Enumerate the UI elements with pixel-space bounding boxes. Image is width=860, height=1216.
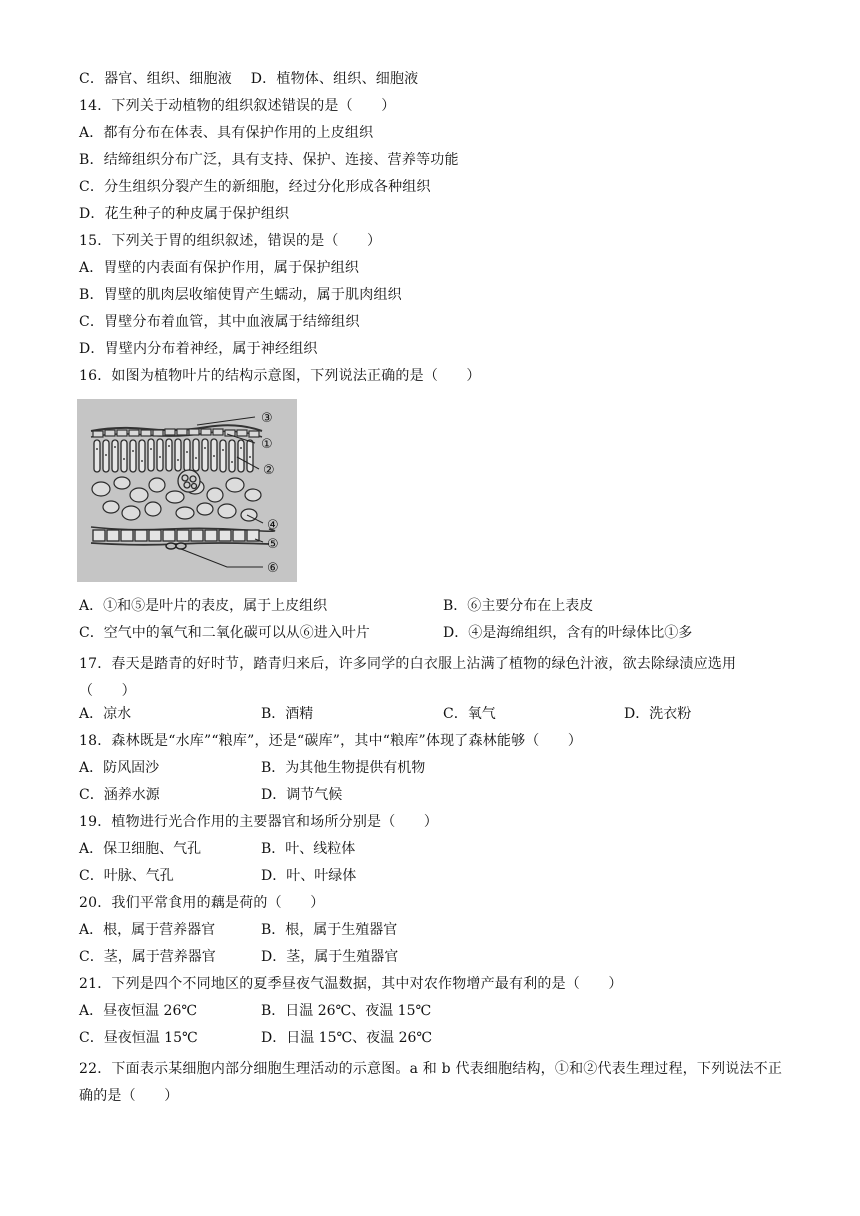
label-3: ③ [261, 411, 273, 426]
q21-option-a: A．昼夜恒温 26℃ [79, 1003, 198, 1019]
q18-option-c: C．涵养水源 [79, 787, 160, 803]
q17-option-b: B．酒精 [261, 706, 314, 722]
q16-option-d: D．④是海绵组织，含有的叶绿体比①多 [443, 625, 693, 641]
q15-stem: 15．下列关于胃的组织叙述，错误的是（ ） [79, 233, 382, 249]
q21-option-d: D．日温 15℃、夜温 26℃ [261, 1030, 433, 1046]
q19-option-d: D．叶、叶绿体 [261, 868, 357, 884]
q16-option-b: B．⑥主要分布在上表皮 [443, 598, 594, 614]
q17-stem: 17．春天是踏青的好时节，踏青归来后，许多同学的白衣服上沾满了植物的绿色汁液，欲去除绿渍应选用（ ） [79, 656, 737, 699]
q20-option-c: C．茎，属于营养器官 [79, 949, 216, 965]
q15-option-a: A．胃壁的内表面有保护作用，属于保护组织 [79, 260, 360, 276]
q19-stem: 19．植物进行光合作用的主要器官和场所分别是（ ） [79, 814, 439, 830]
q20-option-b: B．根，属于生殖器官 [261, 922, 398, 938]
q22-stem: 22．下面表示某细胞内部分细胞生理活动的示意图。a 和 b 代表细胞结构，①和②代表生理过程，下列说法不正确的是（ ） [79, 1061, 783, 1104]
q14-stem: 14．下列关于动植物的组织叙述错误的是（ ） [79, 98, 396, 114]
label-6: ⑥ [267, 561, 279, 576]
q15-option-d: D．胃壁内分布着神经，属于神经组织 [79, 341, 318, 357]
q15-option-c: C．胃壁分布着血管，其中血液属于结缔组织 [79, 314, 360, 330]
q20-option-d: D．茎，属于生殖器官 [261, 949, 399, 965]
q20-stem: 20．我们平常食用的藕是荷的（ ） [79, 895, 325, 911]
label-2: ② [263, 463, 275, 478]
q19-option-b: B．叶、线粒体 [261, 841, 356, 857]
q21-stem: 21．下列是四个不同地区的夏季昼夜气温数据，其中对农作物增产最有利的是（ ） [79, 976, 623, 992]
q21-option-c: C．昼夜恒温 15℃ [79, 1030, 198, 1046]
q14-option-d: D．花生种子的种皮属于保护组织 [79, 206, 290, 222]
q18-option-d: D．调节气候 [261, 787, 343, 803]
q18-option-b: B．为其他生物提供有机物 [261, 760, 426, 776]
q19-option-c: C．叶脉、气孔 [79, 868, 174, 884]
q14-option-a: A．都有分布在体表、具有保护作用的上皮组织 [79, 125, 374, 141]
q14-option-b: B．结缔组织分布广泛，具有支持、保护、连接、营养等功能 [79, 152, 459, 168]
q20-option-a: A．根，属于营养器官 [79, 922, 216, 938]
label-4: ④ [267, 518, 279, 533]
q16-option-a: A．①和⑤是叶片的表皮，属于上皮组织 [79, 598, 328, 614]
q18-stem: 18．森林既是“水库”“粮库”，还是“碳库”，其中“粮库”体现了森林能够（ ） [79, 733, 583, 749]
q13-options-cd: C．器官、组织、细胞液 D．植物体、组织、细胞液 [79, 71, 419, 87]
q18-option-a: A．防风固沙 [79, 760, 160, 776]
label-1: ① [261, 437, 273, 452]
q16-stem: 16．如图为植物叶片的结构示意图，下列说法正确的是（ ） [79, 368, 481, 384]
leaf-structure-figure [77, 399, 297, 582]
q17-option-a: A．凉水 [79, 706, 132, 722]
label-5: ⑤ [267, 537, 279, 552]
q19-option-a: A．保卫细胞、气孔 [79, 841, 202, 857]
q21-option-b: B．日温 26℃、夜温 15℃ [261, 1003, 432, 1019]
q17-option-d: D．洗衣粉 [624, 706, 692, 722]
q14-option-c: C．分生组织分裂产生的新细胞，经过分化形成各种组织 [79, 179, 431, 195]
q16-option-c: C．空气中的氧气和二氧化碳可以从⑥进入叶片 [79, 625, 370, 641]
q17-option-c: C．氧气 [443, 706, 496, 722]
q15-option-b: B．胃壁的肌肉层收缩使胃产生蠕动，属于肌肉组织 [79, 287, 402, 303]
